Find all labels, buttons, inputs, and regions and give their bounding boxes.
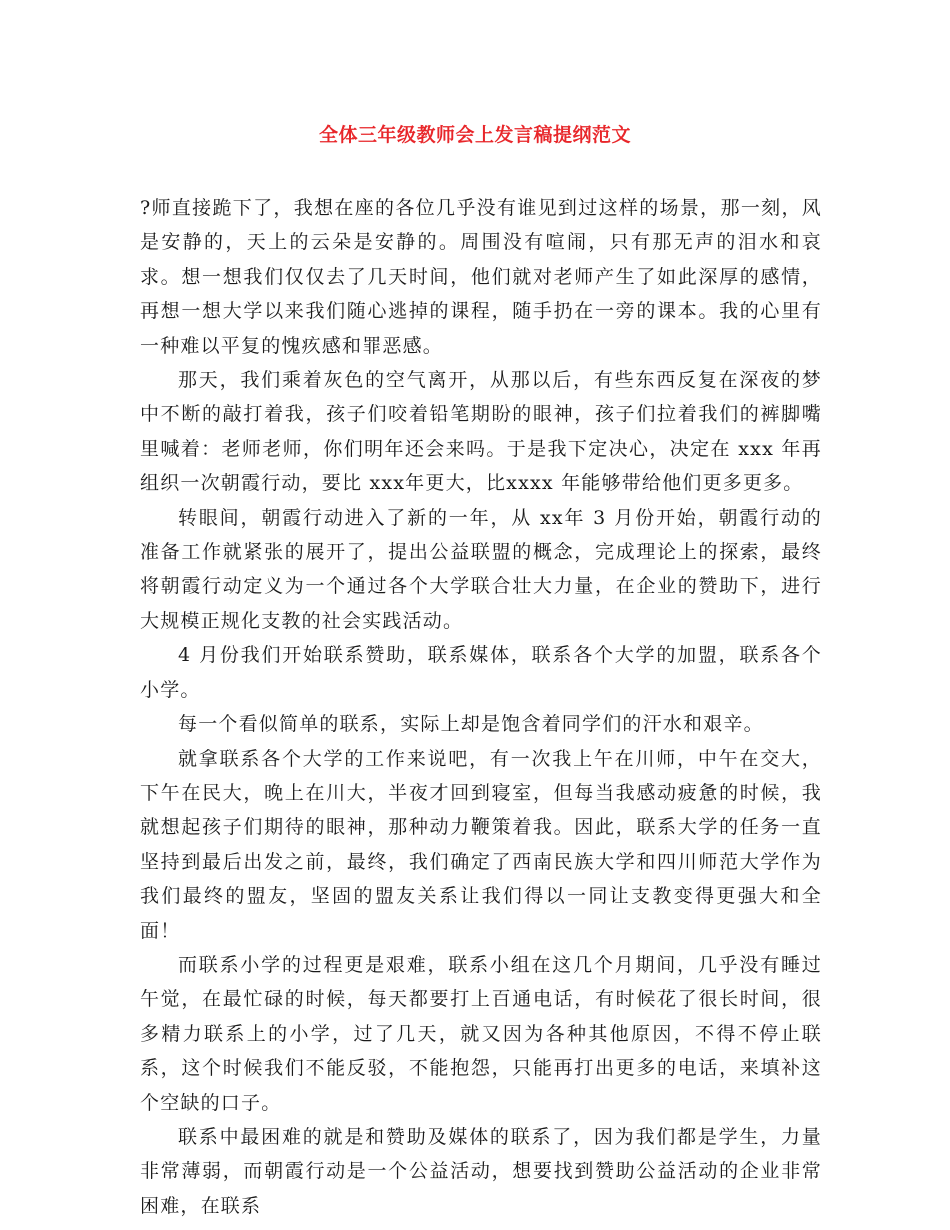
paragraph-7: 而联系小学的过程更是艰难，联系小组在这几个月期间，几乎没有睡过午觉，在最忙碌的时候，每天都要打上百通电话，有时候花了很长时间，很多精力联系上的小学，过了几天，就又因为各种其他原因，不得不停止联系，这个时候我们不能反驳，不能抱怨，只能再打出更多的电话，来填补这个空缺的口子。 [140,953,822,1114]
paragraph-8: 联系中最困难的就是和赞助及媒体的联系了，因为我们都是学生，力量非常薄弱，而朝霞行动是一个公益活动，想要找到赞助公益活动的企业非常困难，在联系 [140,1125,822,1217]
paragraph-2: 那天，我们乘着灰色的空气离开，从那以后，有些东西反复在深夜的梦中不断的敲打着我，孩子们咬着铅笔期盼的眼神，孩子们拉着我们的裤脚嘴里喊着：老师老师，你们明年还会来吗。于是我下定决心，决定在 xxx 年再组织一次朝霞行动，要比 xxx年更大，比xxxx 年能够带给他们更多更多。 [140,369,822,495]
document-title: 全体三年级教师会上发言稿提纲范文 [318,124,631,146]
document-body [140,191,822,1223]
paragraph-6: 就拿联系各个大学的工作来说吧，有一次我上午在川师，中午在交大，下午在民大，晚上在川大，半夜才回到寝室，但每当我感动疲惫的时候，我就想起孩子们期待的眼神，那种动力鞭策着我。因此，联系大学的任务一直坚持到最后出发之前，最终，我们确定了西南民族大学和四川师范大学作为我们最终的盟友，坚固的盟友关系让我们得以一同让支教变得更强大和全面！ [140,747,822,942]
paragraph-3: 转眼间，朝霞行动进入了新的一年，从 xx年 3 月份开始，朝霞行动的准备工作就紧张的展开了，提出公益联盟的概念，完成理论上的探索，最终将朝霞行动定义为一个通过各个大学联合壮大力量，在企业的赞助下，进行大规模正规化支教的社会实践活动。 [140,506,822,632]
paragraph-4: 4 月份我们开始联系赞助，联系媒体，联系各个大学的加盟，联系各个小学。 [140,644,822,701]
paragraph-1: ?师直接跪下了，我想在座的各位几乎没有谁见到过这样的场景，那一刻，风是安静的，天上的云朵是安静的。周围没有喧闹，只有那无声的泪水和哀求。想一想我们仅仅去了几天时间，他们就对老师产生了如此深厚的感情，再想一想大学以来我们随心逃掉的课程，随手扔在一旁的课本。我的心里有一种难以平复的愧疚感和罪恶感。 [140,197,822,357]
paragraph-5: 每一个看似简单的联系，实际上却是饱含着同学们的汗水和艰辛。 [178,713,764,736]
